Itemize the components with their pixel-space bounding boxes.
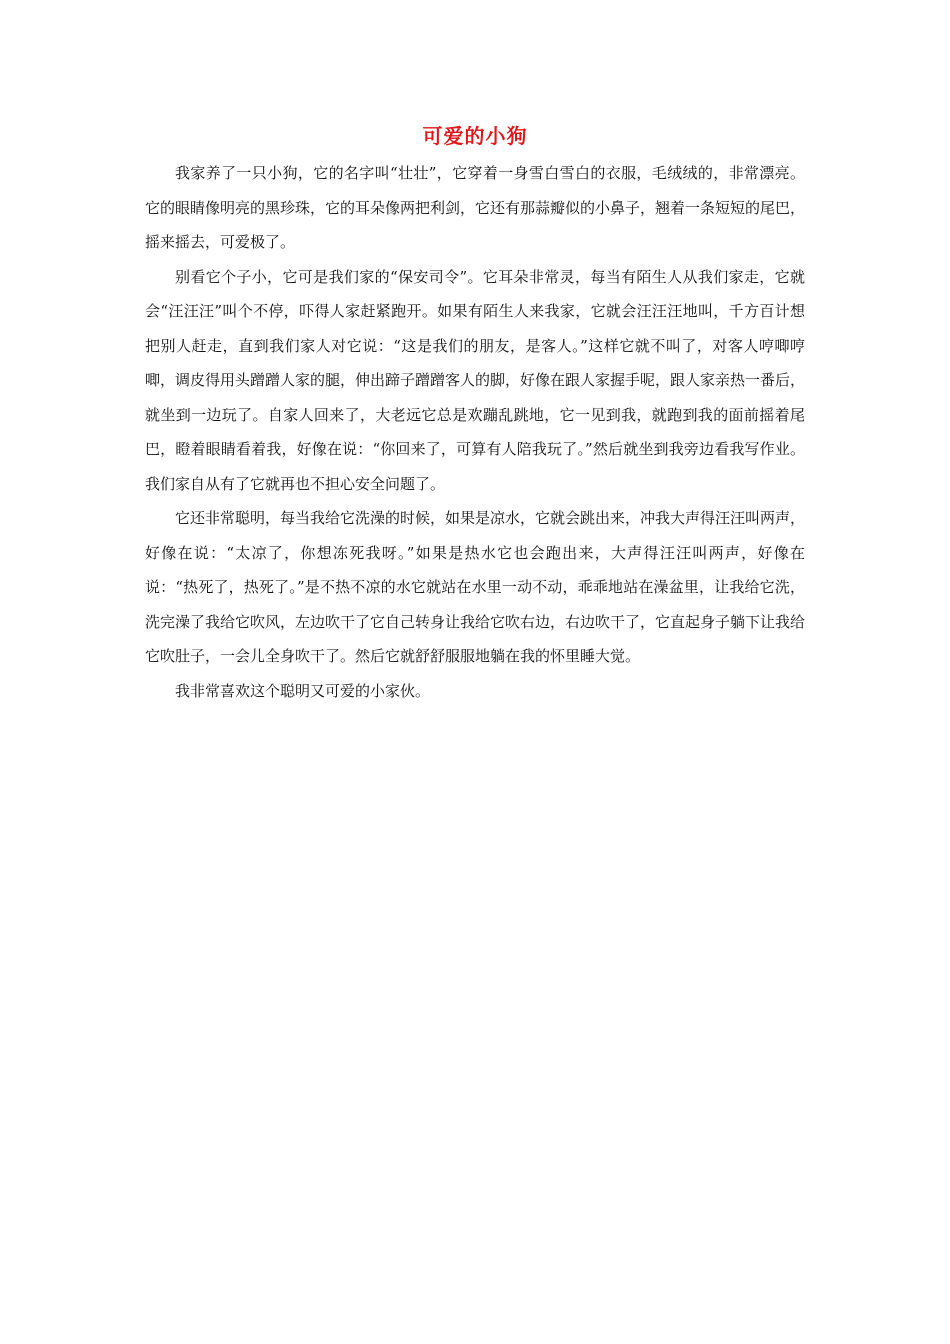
paragraph-1: 我家养了一只小狗，它的名字叫“壮壮”，它穿着一身雪白雪白的衣服，毛绒绒的，非常漂亮。它的眼睛像明亮的黑珍珠，它的耳朵像两把利剑，它还有那蒜瓣似的小鼻子，翘着一条短短的尾巴，摇来摇去，可爱极了。 <box>145 164 806 251</box>
paragraph-4: 我非常喜欢这个聪明又可爱的小家伙。 <box>175 681 431 700</box>
page-title: 可爱的小狗 <box>422 124 528 148</box>
paragraph-3: 它还非常聪明，每当我给它洗澡的时候，如果是凉水，它就会跳出来，冲我大声得汪汪叫两声，好像在说：“太凉了，你想冻死我呀。”如果是热水它也会跑出来，大声得汪汪叫两声，好像在说：“热死了，热死了。”是不热不凉的水它就站在水里一动不动，乖乖地站在澡盆里，让我给它洗，洗完澡了我给它吹风，左边吹干了它自己转身让我给它吹右边，右边吹干了，它直起身子躺下让我给它吹肚子，一会儿全身吹干了。然后它就舒舒服服地躺在我的怀里睡大觉。 <box>145 509 806 665</box>
paragraph-2: 别看它个子小，它可是我们家的“保安司令”。它耳朵非常灵，每当有陌生人从我们家走，它就会“汪汪汪”叫个不停，吓得人家赶紧跑开。如果有陌生人来我家，它就会汪汪汪地叫，千方百计想把别人赶走，直到我们家人对它说：“这是我们的朋友，是客人。”这样它就不叫了，对客人哼唧哼唧，调皮得用头蹭蹭人家的腿，伸出蹄子蹭蹭客人的脚，好像在跟人家握手呢，跟人家亲热一番后，就坐到一边玩了。自家人回来了，大老远它总是欢蹦乱跳地，它一见到我，就跑到我的面前摇着尾巴，瞪着眼睛看着我，好像在说：“你回来了，可算有人陪我玩了。”然后就坐到我旁边看我写作业。我们家自从有了它就再也不担心安全问题了。 <box>145 267 806 493</box>
document-body <box>145 118 805 708</box>
